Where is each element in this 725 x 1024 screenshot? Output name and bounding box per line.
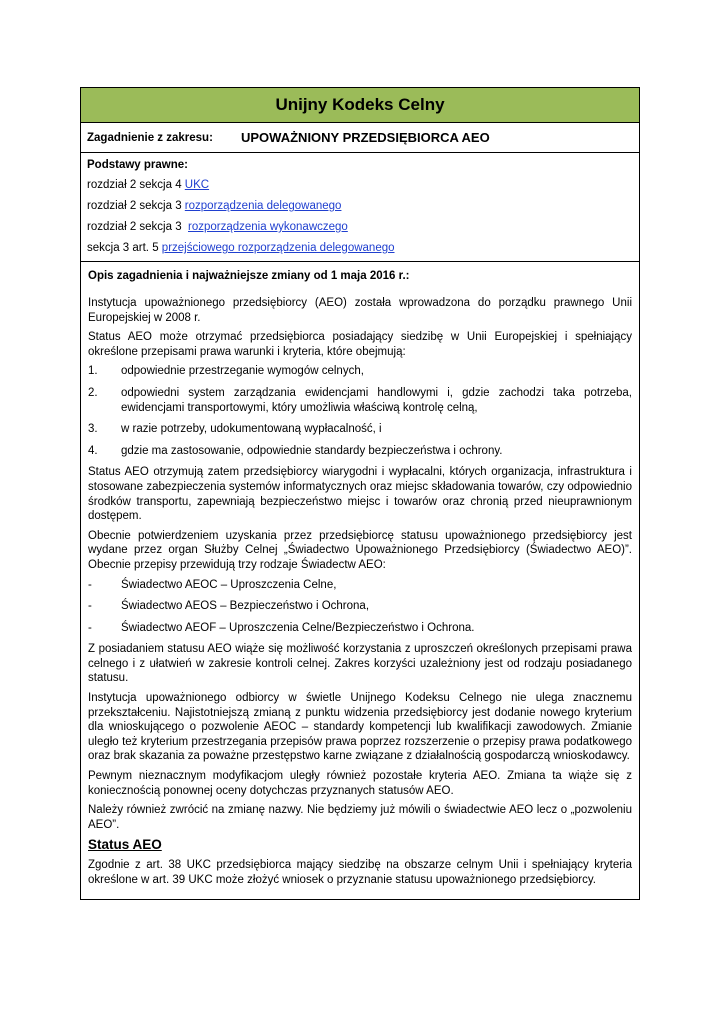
list-item [88,444,632,459]
status-aeo-heading: Status AEO [88,837,162,853]
list-item-text: odpowiednie przestrzeganie wymogów celnych, [121,365,364,378]
list-item [88,599,632,614]
legal-basis-item [87,220,633,234]
list-item [88,578,632,593]
paragraph: Zgodnie z art. 38 UKC przedsiębiorca mający siedzibę na obszarze celnym Unii i spełniający kryteria określone w art. 39 UKC może złożyć wniosek o przyznanie statusu upoważnionego przedsiębiorcy. [88,859,632,886]
list-item-text: odpowiedni system zarządzania ewidencjami handlowymi i, gdzie zachodzi taka potrzeba, ewidencjami transportowymi, który umożliwia właściwą kontrolę celną, [121,386,632,414]
criteria-list [88,364,632,458]
list-marker: 1. [88,365,98,378]
list-item [88,422,632,437]
topic-value: UPOWAŻNIONY PRZEDSIĘBIORCA AEO [241,130,490,145]
list-item-text: Świadectwo AEOS – Bezpieczeństwo i Ochrona, [121,600,370,613]
legal-basis-item-text: sekcja 3 art. 5 [87,242,162,254]
paragraph: Pewnym nieznacznym modyfikacjom uległy również pozostałe kryteria AEO. Zmiana ta wiąże się z koniecznością ponownej oceny dotychczas przyznanych statusów AEO. [88,770,632,797]
list-item [88,621,632,636]
paragraph: Status AEO otrzymują zatem przedsiębiorcy wiarygodni i wypłacalni, których organizacja, infrastruktura i stosowane zabezpieczenia systemów informatycznych oraz miejsc składowania towarów, czy odpowiednio środków transportu, zapewniają bezpieczeństwo miejsc i towarów oraz chronią przed nieuprawnionym dostępem. [88,466,632,523]
list-marker: 4. [88,444,98,457]
document-table [80,87,640,900]
paragraph: Należy również zwrócić na zmianę nazwy. Nie będziemy już mówili o świadectwie AEO lecz o „pozwoleniu AEO”. [88,804,632,831]
list-item [88,386,632,415]
list-item-text: Świadectwo AEOF – Uproszczenia Celne/Bezpieczeństwo i Ochrona. [121,621,475,634]
legal-basis-item [87,199,633,213]
legal-basis-heading: Podstawy prawne: [87,159,188,171]
legal-basis-item [87,178,633,192]
list-marker: - [88,621,92,634]
paragraph: Z posiadaniem statusu AEO wiąże się możliwość korzystania z uproszczeń określonych przepisami prawa celnego i z ułatwień w zakresie kontroli celnej. Zakres korzyści uzależniony jest od rodzaju posiadanego statusu. [88,643,632,685]
paragraph: Obecnie potwierdzeniem uzyskania przez przedsiębiorcę statusu upoważnionego przedsiębiorcy jest wydane przez organ Służby Celnej „Świadectwo Upoważnionego Przedsiębiorcy (Świadectwo AEO)”. Obecnie przepisy przewidują trzy rodzaje Świadectw AEO: [88,529,632,571]
legal-basis-item-text: rozdział 2 sekcja 4 [87,179,185,191]
topic-row [81,123,639,153]
list-item [88,364,632,379]
list-marker: 2. [88,386,98,399]
legal-basis-item-text: rozdział 2 sekcja 3 [87,221,188,233]
legal-basis-link-transitional[interactable]: przejściowego rozporządzenia delegowanego [161,242,395,254]
document-title: Unijny Kodeks Celny [275,95,445,114]
title-row [81,88,639,123]
list-marker: - [88,600,92,613]
legal-basis-item-text: rozdział 2 sekcja 3 [87,200,185,212]
list-item-text: w razie potrzeby, udokumentowaną wypłacalność, i [121,423,382,436]
topic-label: Zagadnienie z zakresu: [87,131,213,144]
paragraph: Instytucja upoważnionego odbiorcy w świetle Unijnego Kodeksu Celnego nie ulega znacznemu przekształceniu. Najistotniejszą zmianą z punktu widzenia przedsiębiorcy jest dodanie nowego kryterium dla wnioskującego o pozwolenie AEOC – standardy kompetencji lub kwalifikacji zawodowych. Zmianie uległo też kryterium przestrzegania przepisów prawa poprzez rozszerzenie o przepisy prawa podatkowego oraz brak skazania za poważne przestępstwo karne związane z działalnością gospodarczą wnioskodawcy. [88,692,632,763]
list-marker: 3. [88,423,98,436]
list-item-text: Świadectwo AEOC – Uproszczenia Celne, [121,578,337,591]
certificates-list [88,578,632,636]
paragraph: Status AEO może otrzymać przedsiębiorca posiadający siedzibę w Unii Europejskiej i spełniający określone przepisami prawa warunki i kryteria, które obejmują: [88,331,632,358]
legal-basis-section [81,153,639,262]
description-heading: Opis zagadnienia i najważniejsze zmiany od 1 maja 2016 r.: [88,270,410,282]
list-marker: - [88,578,92,591]
paragraph: Instytucja upoważnionego przedsiębiorcy (AEO) została wprowadzona do porządku prawnego Unii Europejskiej w 2008 r. [88,297,632,324]
legal-basis-link-ukc[interactable]: UKC [184,179,210,191]
legal-basis-item [87,241,633,255]
legal-basis-link-delegated[interactable]: rozporządzenia delegowanego [184,200,342,212]
legal-basis-link-implementing[interactable]: rozporządzenia wykonawczego [188,221,348,233]
list-item-text: gdzie ma zastosowanie, odpowiednie standardy bezpieczeństwa i ochrony. [121,444,503,457]
description-section [81,262,639,899]
